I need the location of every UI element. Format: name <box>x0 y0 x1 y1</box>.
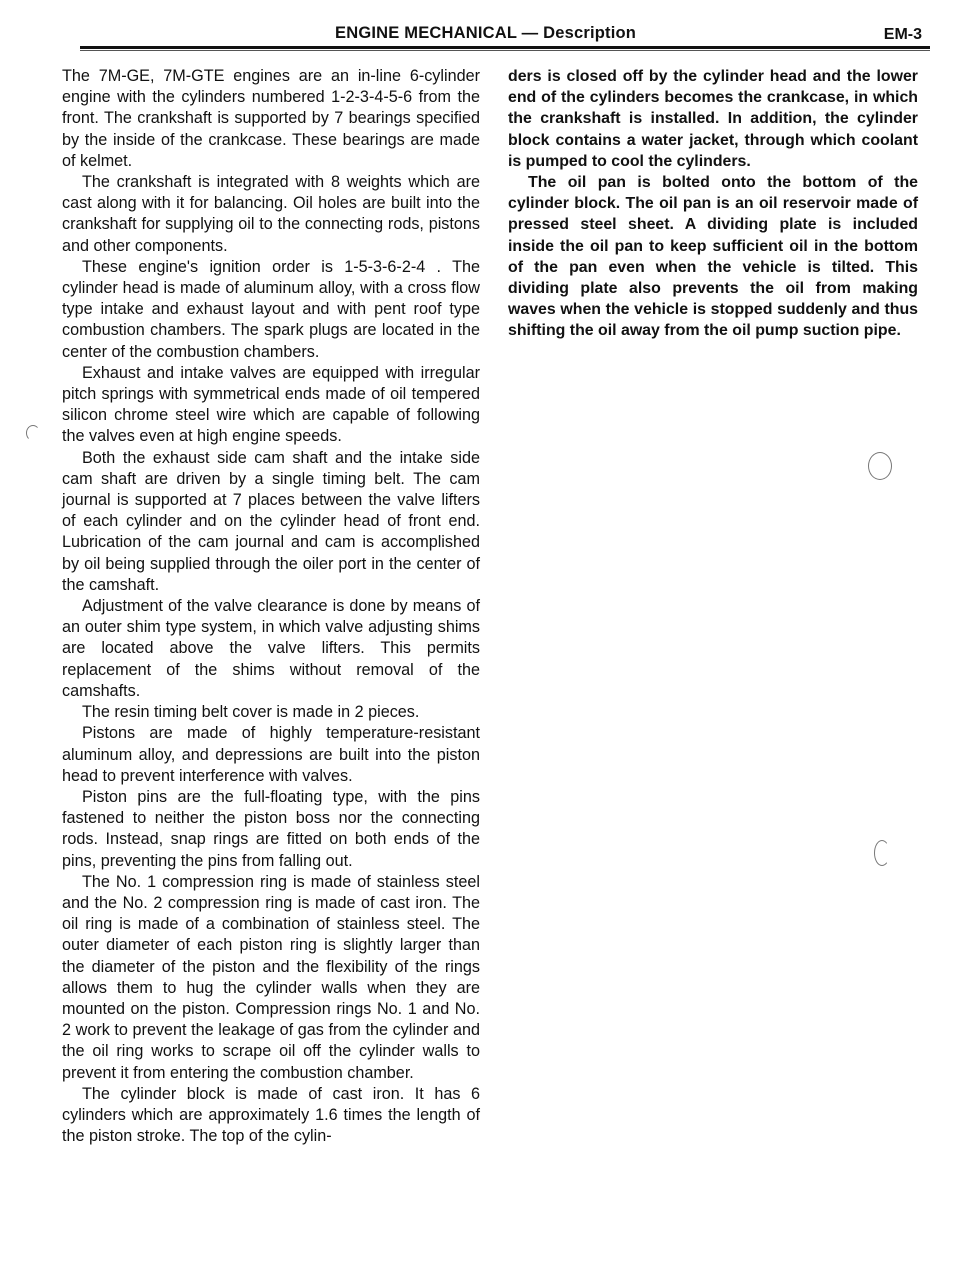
paragraph: Exhaust and intake valves are equipped with irregular pitch springs with symmetrical ends made of oil tempered silicon chrome steel wire which are capable of following the valves even at high engine speeds. <box>62 363 480 446</box>
header-rule-thin <box>80 50 930 51</box>
scan-speck <box>868 452 892 480</box>
section-title: ENGINE MECHANICAL — Description <box>335 24 637 42</box>
paragraph: ders is closed off by the cylinder head and the lower end of the cylinders becomes the crankcase, in which the crankshaft is installed. In addition, the cylinder block contains a water jacket, through which coolant is pumped to cool the cylinders. <box>508 68 918 170</box>
paragraph: Pistons are made of highly temperature-resistant aluminum alloy, and depressions are built into the piston head to prevent interference with valves. <box>62 724 480 785</box>
paragraph: Piston pins are the full-floating type, with the pins fastened to neither the piston boss nor the connecting rods. Instead, snap rings are fitted on both ends of the pins, preventing the pins from falling out. <box>62 787 480 870</box>
scan-speck <box>26 425 40 441</box>
scan-speck <box>874 840 890 866</box>
paragraph: The crankshaft is integrated with 8 weights which are cast along with it for balancing. Oil holes are built into the crankshaft for supplying oil to the connecting rods, pistons and other components. <box>62 173 480 255</box>
paragraph: Adjustment of the valve clearance is done by means of an outer shim type system, in which valve adjusting shims are located above the valve lifters. This permits replacement of the shims without removal of the camshafts. <box>62 597 480 700</box>
paragraph: The resin timing belt cover is made in 2 pieces. <box>82 703 420 722</box>
paragraph: The No. 1 compression ring is made of stainless steel and the No. 2 compression ring is made of cast iron. The oil ring is made of a combination of stainless steel. The outer diameter of each piston ring is slightly larger than the diameter of the piston and the flexibility of the rings allows them to hug the cylinder walls when they are mounted on the piston. Compression rings No. 1 and No. 2 work to prevent the leakage of gas from the cylinder and the oil ring works to scrape oil off the cylinder walls to prevent it from entering the combustion chamber. <box>62 872 480 1082</box>
header-rule <box>80 46 930 49</box>
paragraph: The oil pan is bolted onto the bottom of the cylinder block. The oil pan is an oil reservoir made of pressed steel sheet. A dividing plate is included inside the oil pan to keep sufficient oil in the bottom of the pan even when the vehicle is tilted. This dividing plate also prevents the oil from making waves when the vehicle is stopped suddenly and thus shifting the oil away from the oil pump suction pipe. <box>508 174 918 340</box>
paragraph: The 7M-GE, 7M-GTE engines are an in-line 6-cylinder engine with the cylinders numbered 1-2-3-4-5-6 from the front. The crankshaft is supported by 7 bearings specified by the inside of the crankcase. These bearings are made of kelmet. <box>62 67 480 170</box>
right-column <box>508 66 918 342</box>
paragraph: The cylinder block is made of cast iron. It has 6 cylinders which are approximately 1.6 times the length of the piston stroke. The top of the cylin- <box>62 1084 480 1146</box>
paragraph: Both the exhaust side cam shaft and the intake side cam shaft are driven by a single timing belt. The cam journal is supported at 7 places between the valve lifters of each cylinder and on the cylinder head of front end. Lubrication of the cam journal and cam is accomplished by oil being supplied through the oiler port in the center of the camshaft. <box>62 448 480 594</box>
left-column <box>62 66 480 1147</box>
paragraph: These engine's ignition order is 1-5-3-6-2-4 . The cylinder head is made of aluminum alloy, with a cross flow type intake and exhaust layout and with pent roof type combustion chambers. The spark plugs are located in the center of the combustion chambers. <box>62 257 480 361</box>
page-number: EM-3 <box>883 26 922 43</box>
